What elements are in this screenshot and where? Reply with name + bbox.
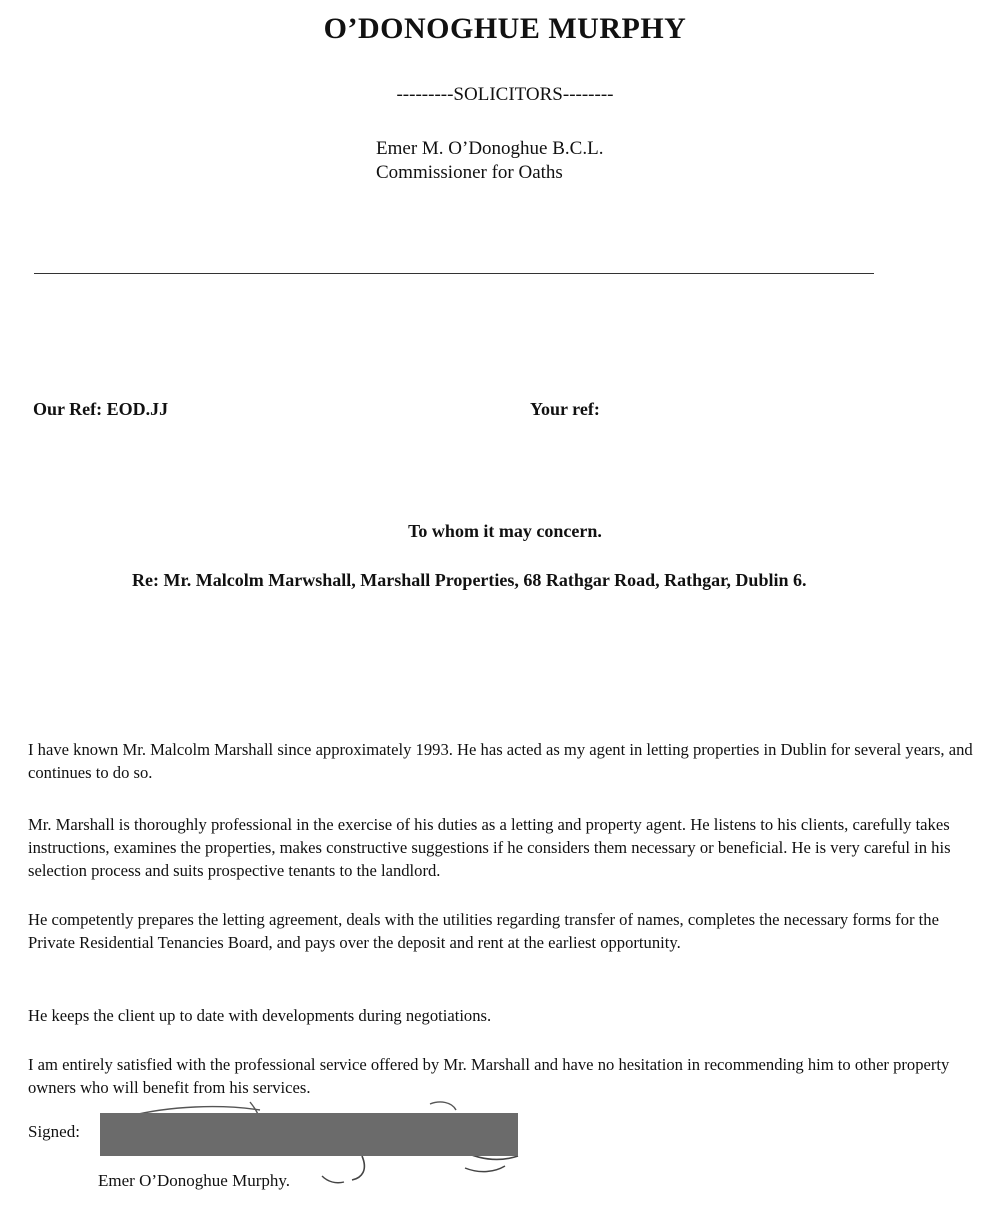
- redaction-block: [100, 1113, 518, 1156]
- partner-title: Commissioner for Oaths: [376, 162, 563, 183]
- firm-subtitle: ---------SOLICITORS--------: [396, 84, 614, 105]
- subject-line: Re: Mr. Malcolm Marwshall, Marshall Properties, 68 Rathgar Road, Rathgar, Dublin 6.: [132, 570, 807, 590]
- partner-name: Emer M. O’Donoghue B.C.L.: [376, 138, 604, 159]
- salutation: To whom it may concern.: [408, 521, 602, 541]
- firm-name: O’DONOGHUE MURPHY: [323, 12, 687, 45]
- body-paragraph: He keeps the client up to date with developments during negotiations.: [28, 1006, 492, 1025]
- body-paragraph: Mr. Marshall is thoroughly professional in the exercise of his duties as a letting and property agent. He listens to his clients, carefully takes instructions, examines the properties, makes constructive suggestions if he considers them necessary or beneficial. He is very careful in his selection process and suits prospective tenants to the landlord.: [28, 815, 951, 880]
- body-paragraph: He competently prepares the letting agreement, deals with the utilities regarding transfer of names, completes the necessary forms for the Private Residential Tenancies Board, and pays over the deposit and rent at the earliest opportunity.: [28, 910, 939, 952]
- signer-name: Emer O’Donoghue Murphy.: [98, 1171, 290, 1190]
- your-reference: Your ref:: [530, 399, 600, 419]
- body-paragraph: I have known Mr. Malcolm Marshall since approximately 1993. He has acted as my agent in letting properties in Dublin for several years, and continues to do so.: [28, 740, 973, 782]
- signed-label: Signed:: [28, 1122, 80, 1141]
- our-reference: Our Ref: EOD.JJ: [33, 399, 169, 419]
- body-paragraph: I am entirely satisfied with the professional service offered by Mr. Marshall and have no hesitation in recommending him to other property owners who will benefit from his services.: [28, 1055, 950, 1097]
- letterhead-divider: [34, 273, 874, 274]
